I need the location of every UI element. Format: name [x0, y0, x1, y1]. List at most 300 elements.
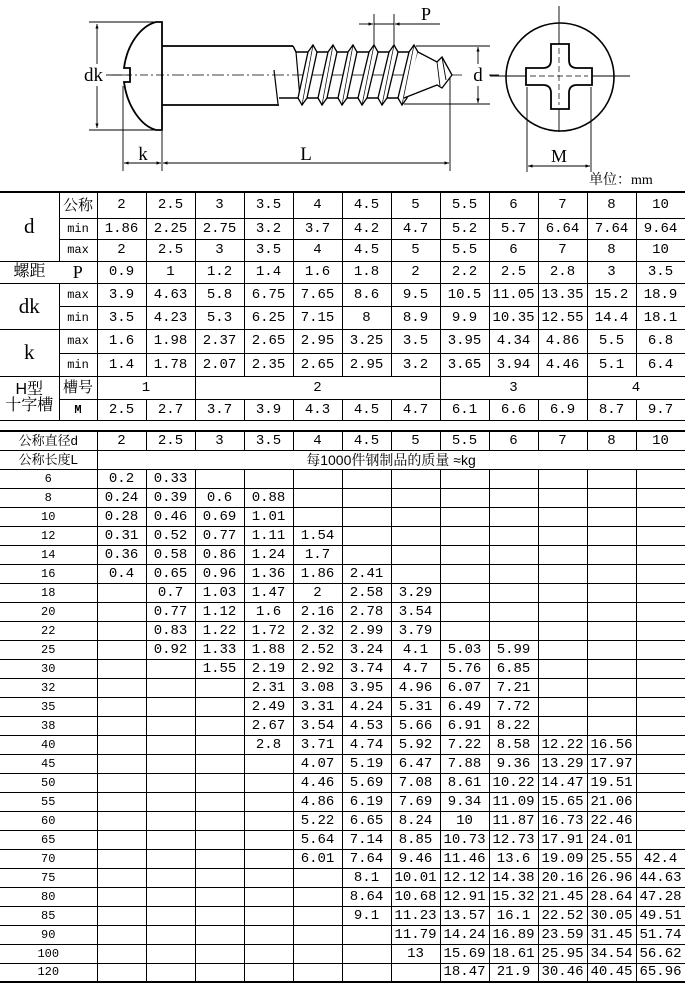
weight-cell: 1.01	[244, 507, 293, 526]
weight-cell	[97, 792, 146, 811]
weight-cell: 0.58	[146, 545, 195, 564]
diameter-header-cell: 4	[293, 431, 342, 450]
weight-cell	[146, 678, 195, 697]
weight-table	[0, 430, 685, 983]
weight-cell: 12.73	[489, 830, 538, 849]
weight-cell: 0.6	[195, 488, 244, 507]
weight-cell: 0.4	[97, 564, 146, 583]
weight-cell: 3.79	[391, 621, 440, 640]
length-cell: 22	[0, 621, 97, 640]
weight-cell: 13.29	[538, 754, 587, 773]
weight-cell	[244, 868, 293, 887]
length-cell: 16	[0, 564, 97, 583]
recess-m-cell: 6.9	[538, 399, 587, 420]
weight-cell	[587, 602, 636, 621]
table-row	[0, 602, 685, 621]
weight-cell: 19.51	[587, 773, 636, 792]
weight-cell	[146, 792, 195, 811]
weight-cell	[146, 735, 195, 754]
weight-cell: 6.01	[293, 849, 342, 868]
recess-m-cell: 4.7	[391, 399, 440, 420]
weight-cell	[244, 811, 293, 830]
weight-cell: 44.63	[636, 868, 685, 887]
weight-cell	[391, 526, 440, 545]
weight-cell: 18.61	[489, 944, 538, 963]
weight-cell: 2.92	[293, 659, 342, 678]
weight-cell	[342, 925, 391, 944]
weight-cell	[146, 944, 195, 963]
weight-cell	[636, 716, 685, 735]
k-min-cell: 2.35	[244, 353, 293, 376]
weight-cell	[587, 526, 636, 545]
recess-m-cell: 2.7	[146, 399, 195, 420]
weight-cell	[293, 906, 342, 925]
diameter-header-cell: 2	[97, 431, 146, 450]
weight-cell	[587, 583, 636, 602]
weight-cell: 2.67	[244, 716, 293, 735]
d-max-cell: 3.5	[244, 239, 293, 261]
weight-cell	[146, 887, 195, 906]
d-min-cell: 6.64	[538, 218, 587, 239]
weight-cell	[538, 564, 587, 583]
weight-cell: 0.31	[97, 526, 146, 545]
pitch-cell: 3	[587, 261, 636, 283]
row-d-min	[0, 218, 685, 239]
dk-max-cell: 3.9	[97, 283, 146, 306]
weight-cell	[440, 488, 489, 507]
weight-cell: 1.24	[244, 545, 293, 564]
weight-cell	[97, 944, 146, 963]
table-row	[0, 659, 685, 678]
length-cell: 100	[0, 944, 97, 963]
k-min-cell: 2.95	[342, 353, 391, 376]
weight-cell	[636, 830, 685, 849]
weight-cell: 34.54	[587, 944, 636, 963]
recess-number-label: 槽号	[59, 376, 97, 399]
table-row	[0, 488, 685, 507]
weight-cell: 0.65	[146, 564, 195, 583]
pitch-cell: 3.5	[636, 261, 685, 283]
d-nominal-cell: 3.5	[244, 192, 293, 218]
P-label: P	[420, 4, 432, 24]
weight-cell	[440, 526, 489, 545]
diameter-header-cell: 5	[391, 431, 440, 450]
weight-cell: 10.68	[391, 887, 440, 906]
weight-cell	[97, 640, 146, 659]
weight-cell	[587, 488, 636, 507]
weight-cell	[391, 963, 440, 982]
pitch-cell: 2	[391, 261, 440, 283]
table-row	[0, 469, 685, 488]
k-max-cell: 4.86	[538, 329, 587, 353]
table-row	[0, 811, 685, 830]
recess-number-cell: 4	[587, 376, 685, 399]
weight-cell	[244, 925, 293, 944]
weight-cell: 0.36	[97, 545, 146, 564]
table-row	[0, 925, 685, 944]
weight-cell	[538, 583, 587, 602]
weight-cell	[146, 849, 195, 868]
weight-cell: 1.86	[293, 564, 342, 583]
diameter-header-cell: 8	[587, 431, 636, 450]
weight-cell	[146, 830, 195, 849]
dk-max-cell: 5.8	[195, 283, 244, 306]
weight-cell	[636, 545, 685, 564]
weight-cell: 2.31	[244, 678, 293, 697]
recess-m-cell: 4.3	[293, 399, 342, 420]
weight-cell	[636, 640, 685, 659]
weight-cell	[146, 716, 195, 735]
weight-cell: 6.07	[440, 678, 489, 697]
weight-cell: 0.96	[195, 564, 244, 583]
k-min-cell: 3.2	[391, 353, 440, 376]
min-label: min	[59, 218, 97, 239]
weight-cell	[636, 526, 685, 545]
weight-cell	[97, 963, 146, 982]
d-max-cell: 5.5	[440, 239, 489, 261]
k-max-cell: 5.5	[587, 329, 636, 353]
dk-min-cell: 10.35	[489, 306, 538, 329]
weight-cell: 5.92	[391, 735, 440, 754]
weight-cell	[538, 602, 587, 621]
weight-cell	[538, 488, 587, 507]
row-k-min	[0, 353, 685, 376]
row-dk-max	[0, 283, 685, 306]
weight-cell	[538, 545, 587, 564]
dk-min-cell: 9.9	[440, 306, 489, 329]
length-cell: 8	[0, 488, 97, 507]
weight-cell: 8.1	[342, 868, 391, 887]
weight-cell: 0.77	[146, 602, 195, 621]
table-row	[0, 792, 685, 811]
weight-cell	[538, 507, 587, 526]
weight-cell: 25.95	[538, 944, 587, 963]
k-max-cell: 3.5	[391, 329, 440, 353]
weight-cell: 17.91	[538, 830, 587, 849]
weight-cell: 4.07	[293, 754, 342, 773]
weight-cell: 5.31	[391, 697, 440, 716]
length-cell: 45	[0, 754, 97, 773]
weight-cell	[391, 507, 440, 526]
length-cell: 20	[0, 602, 97, 621]
weight-cell: 2	[293, 583, 342, 602]
weight-cell: 6.19	[342, 792, 391, 811]
dk-max-cell: 7.65	[293, 283, 342, 306]
d-max-cell: 6	[489, 239, 538, 261]
recess-label-line1: H型	[15, 381, 44, 398]
table-row	[0, 887, 685, 906]
recess-m-cell: 3.9	[244, 399, 293, 420]
weight-cell: 10.73	[440, 830, 489, 849]
k-max-cell: 3.25	[342, 329, 391, 353]
pitch-cell: 0.9	[97, 261, 146, 283]
weight-cell	[293, 944, 342, 963]
weight-cell	[146, 868, 195, 887]
weight-cell: 7.64	[342, 849, 391, 868]
weight-cell	[244, 773, 293, 792]
row-recess-number	[0, 376, 685, 399]
dk-min-cell: 12.55	[538, 306, 587, 329]
length-cell: 12	[0, 526, 97, 545]
dk-max-cell: 6.75	[244, 283, 293, 306]
row-d-max	[0, 239, 685, 261]
screw-head-view	[490, 6, 630, 132]
weight-cell	[195, 773, 244, 792]
row-dk-min	[0, 306, 685, 329]
table-row	[0, 697, 685, 716]
weight-cell: 6.47	[391, 754, 440, 773]
weight-cell: 2.19	[244, 659, 293, 678]
weight-cell	[587, 659, 636, 678]
weight-cell: 15.32	[489, 887, 538, 906]
k-max-cell: 1.98	[146, 329, 195, 353]
weight-cell: 21.45	[538, 887, 587, 906]
weight-cell	[244, 963, 293, 982]
weight-cell: 11.87	[489, 811, 538, 830]
weight-cell: 5.22	[293, 811, 342, 830]
k-min-cell: 5.1	[587, 353, 636, 376]
weight-cell	[587, 697, 636, 716]
dk-min-cell: 3.5	[97, 306, 146, 329]
weight-cell: 4.96	[391, 678, 440, 697]
recess-m-cell: 8.7	[587, 399, 636, 420]
weight-cell: 1.33	[195, 640, 244, 659]
pitch-symbol: P	[59, 261, 97, 283]
weight-cell: 8.22	[489, 716, 538, 735]
d-nominal-cell: 8	[587, 192, 636, 218]
table-row	[0, 621, 685, 640]
dk-max-cell: 13.35	[538, 283, 587, 306]
weight-cell	[636, 659, 685, 678]
d-max-cell: 5	[391, 239, 440, 261]
length-cell: 35	[0, 697, 97, 716]
weight-cell	[636, 697, 685, 716]
weight-cell	[244, 469, 293, 488]
dimension-spec-table	[0, 191, 685, 421]
weight-cell: 7.22	[440, 735, 489, 754]
d-min-cell: 7.64	[587, 218, 636, 239]
weight-cell	[195, 678, 244, 697]
weight-cell: 2.78	[342, 602, 391, 621]
length-cell: 38	[0, 716, 97, 735]
weight-cell	[538, 640, 587, 659]
d-nominal-cell: 5	[391, 192, 440, 218]
d-min-cell: 4.2	[342, 218, 391, 239]
weight-cell	[538, 621, 587, 640]
weight-cell	[391, 488, 440, 507]
weight-cell: 7.69	[391, 792, 440, 811]
d-min-cell: 2.75	[195, 218, 244, 239]
table-row	[0, 545, 685, 564]
weight-cell: 10.01	[391, 868, 440, 887]
weight-cell	[636, 469, 685, 488]
weight-cell: 0.7	[146, 583, 195, 602]
d-nominal-cell: 4.5	[342, 192, 391, 218]
weight-cell	[97, 735, 146, 754]
pitch-cell: 1	[146, 261, 195, 283]
weight-cell: 47.28	[636, 887, 685, 906]
length-cell: 14	[0, 545, 97, 564]
weight-cell: 28.64	[587, 887, 636, 906]
weight-cell	[391, 469, 440, 488]
length-cell: 10	[0, 507, 97, 526]
weight-cell	[146, 659, 195, 678]
weight-cell	[489, 621, 538, 640]
weight-cell	[244, 792, 293, 811]
weight-cell: 40.45	[587, 963, 636, 982]
length-cell: 40	[0, 735, 97, 754]
weight-cell: 0.52	[146, 526, 195, 545]
weight-cell: 14.47	[538, 773, 587, 792]
weight-cell: 0.83	[146, 621, 195, 640]
length-cell: 70	[0, 849, 97, 868]
dk-max-cell: 10.5	[440, 283, 489, 306]
d-min-cell: 5.2	[440, 218, 489, 239]
weight-cell: 0.77	[195, 526, 244, 545]
weight-cell	[195, 830, 244, 849]
dk-max-cell: 18.9	[636, 283, 685, 306]
dk-min-cell: 14.4	[587, 306, 636, 329]
weight-cell	[587, 469, 636, 488]
weight-cell: 2.49	[244, 697, 293, 716]
table-row	[0, 754, 685, 773]
pan-head-outline	[124, 22, 162, 130]
weight-cell: 24.01	[587, 830, 636, 849]
weight-cell	[244, 849, 293, 868]
weight-cell: 5.03	[440, 640, 489, 659]
weight-cell: 16.56	[587, 735, 636, 754]
weight-cell	[97, 716, 146, 735]
weight-cell	[538, 659, 587, 678]
weight-cell: 2.32	[293, 621, 342, 640]
weight-cell	[342, 507, 391, 526]
weight-cell	[97, 811, 146, 830]
row-pitch	[0, 261, 685, 283]
length-cell: 30	[0, 659, 97, 678]
weight-cell: 2.16	[293, 602, 342, 621]
length-cell: 32	[0, 678, 97, 697]
length-cell: 120	[0, 963, 97, 982]
weight-cell	[146, 906, 195, 925]
k-label: k	[138, 144, 148, 165]
weight-cell	[587, 545, 636, 564]
weight-cell: 15.69	[440, 944, 489, 963]
d-nominal-cell: 10	[636, 192, 685, 218]
weight-cell: 1.54	[293, 526, 342, 545]
pitch-cell: 1.8	[342, 261, 391, 283]
d-max-cell: 3	[195, 239, 244, 261]
weight-cell: 1.12	[195, 602, 244, 621]
pitch-cell: 2.2	[440, 261, 489, 283]
weight-cell	[97, 868, 146, 887]
d-min-cell: 4.7	[391, 218, 440, 239]
weight-cell: 2.58	[342, 583, 391, 602]
weight-cell	[636, 488, 685, 507]
row-k-max	[0, 329, 685, 353]
weight-cell: 14.24	[440, 925, 489, 944]
weight-cell	[146, 773, 195, 792]
weight-cell	[636, 583, 685, 602]
dk-max-cell: 9.5	[391, 283, 440, 306]
table-row	[0, 849, 685, 868]
weight-cell: 7.72	[489, 697, 538, 716]
k-min-cell: 2.07	[195, 353, 244, 376]
dk-max-cell: 8.6	[342, 283, 391, 306]
weight-cell	[146, 754, 195, 773]
weight-cell	[293, 887, 342, 906]
weight-cell	[538, 716, 587, 735]
weight-cell: 1.72	[244, 621, 293, 640]
max-label: max	[59, 329, 97, 353]
weight-cell	[146, 963, 195, 982]
weight-cell: 5.69	[342, 773, 391, 792]
weight-cell	[440, 621, 489, 640]
recess-m-cell: 9.7	[636, 399, 685, 420]
weight-cell	[244, 906, 293, 925]
dk-max-cell: 15.2	[587, 283, 636, 306]
weight-cell	[146, 697, 195, 716]
weight-cell: 8.85	[391, 830, 440, 849]
weight-cell	[97, 887, 146, 906]
weight-cell: 19.09	[538, 849, 587, 868]
weight-cell: 3.24	[342, 640, 391, 659]
table-row	[0, 868, 685, 887]
weight-cell	[195, 469, 244, 488]
k-max-cell: 2.65	[244, 329, 293, 353]
weight-cell: 1.03	[195, 583, 244, 602]
weight-cell: 56.62	[636, 944, 685, 963]
screw-side-view	[112, 22, 462, 130]
diameter-header-cell: 5.5	[440, 431, 489, 450]
weight-cell	[195, 697, 244, 716]
weight-cell	[97, 621, 146, 640]
table-row	[0, 507, 685, 526]
min-label: min	[59, 353, 97, 376]
row-recess-m	[0, 399, 685, 420]
weight-cell: 0.39	[146, 488, 195, 507]
weight-cell	[489, 564, 538, 583]
weight-cell: 6.65	[342, 811, 391, 830]
d-min-cell: 3.2	[244, 218, 293, 239]
weight-cell	[636, 564, 685, 583]
k-min-cell: 2.65	[293, 353, 342, 376]
d-max-cell: 4.5	[342, 239, 391, 261]
weight-cell: 12.12	[440, 868, 489, 887]
table-row	[0, 963, 685, 982]
weight-cell: 3.54	[391, 602, 440, 621]
d-max-cell: 10	[636, 239, 685, 261]
weight-cell: 1.6	[244, 602, 293, 621]
k-min-cell: 6.4	[636, 353, 685, 376]
weight-cell	[636, 811, 685, 830]
recess-label-line2: 十字槽	[5, 397, 54, 414]
weight-cell: 7.08	[391, 773, 440, 792]
weight-cell: 49.51	[636, 906, 685, 925]
weight-cell: 42.4	[636, 849, 685, 868]
k-min-cell: 4.46	[538, 353, 587, 376]
table-row	[0, 944, 685, 963]
k-min-cell: 1.78	[146, 353, 195, 376]
pitch-label: 螺距	[0, 261, 59, 283]
weight-cell: 20.16	[538, 868, 587, 887]
weight-cell	[587, 564, 636, 583]
weight-cell: 16.73	[538, 811, 587, 830]
weight-cell: 21.9	[489, 963, 538, 982]
weight-cell: 8.58	[489, 735, 538, 754]
weight-cell	[293, 507, 342, 526]
weight-cell	[342, 963, 391, 982]
weight-cell	[538, 526, 587, 545]
